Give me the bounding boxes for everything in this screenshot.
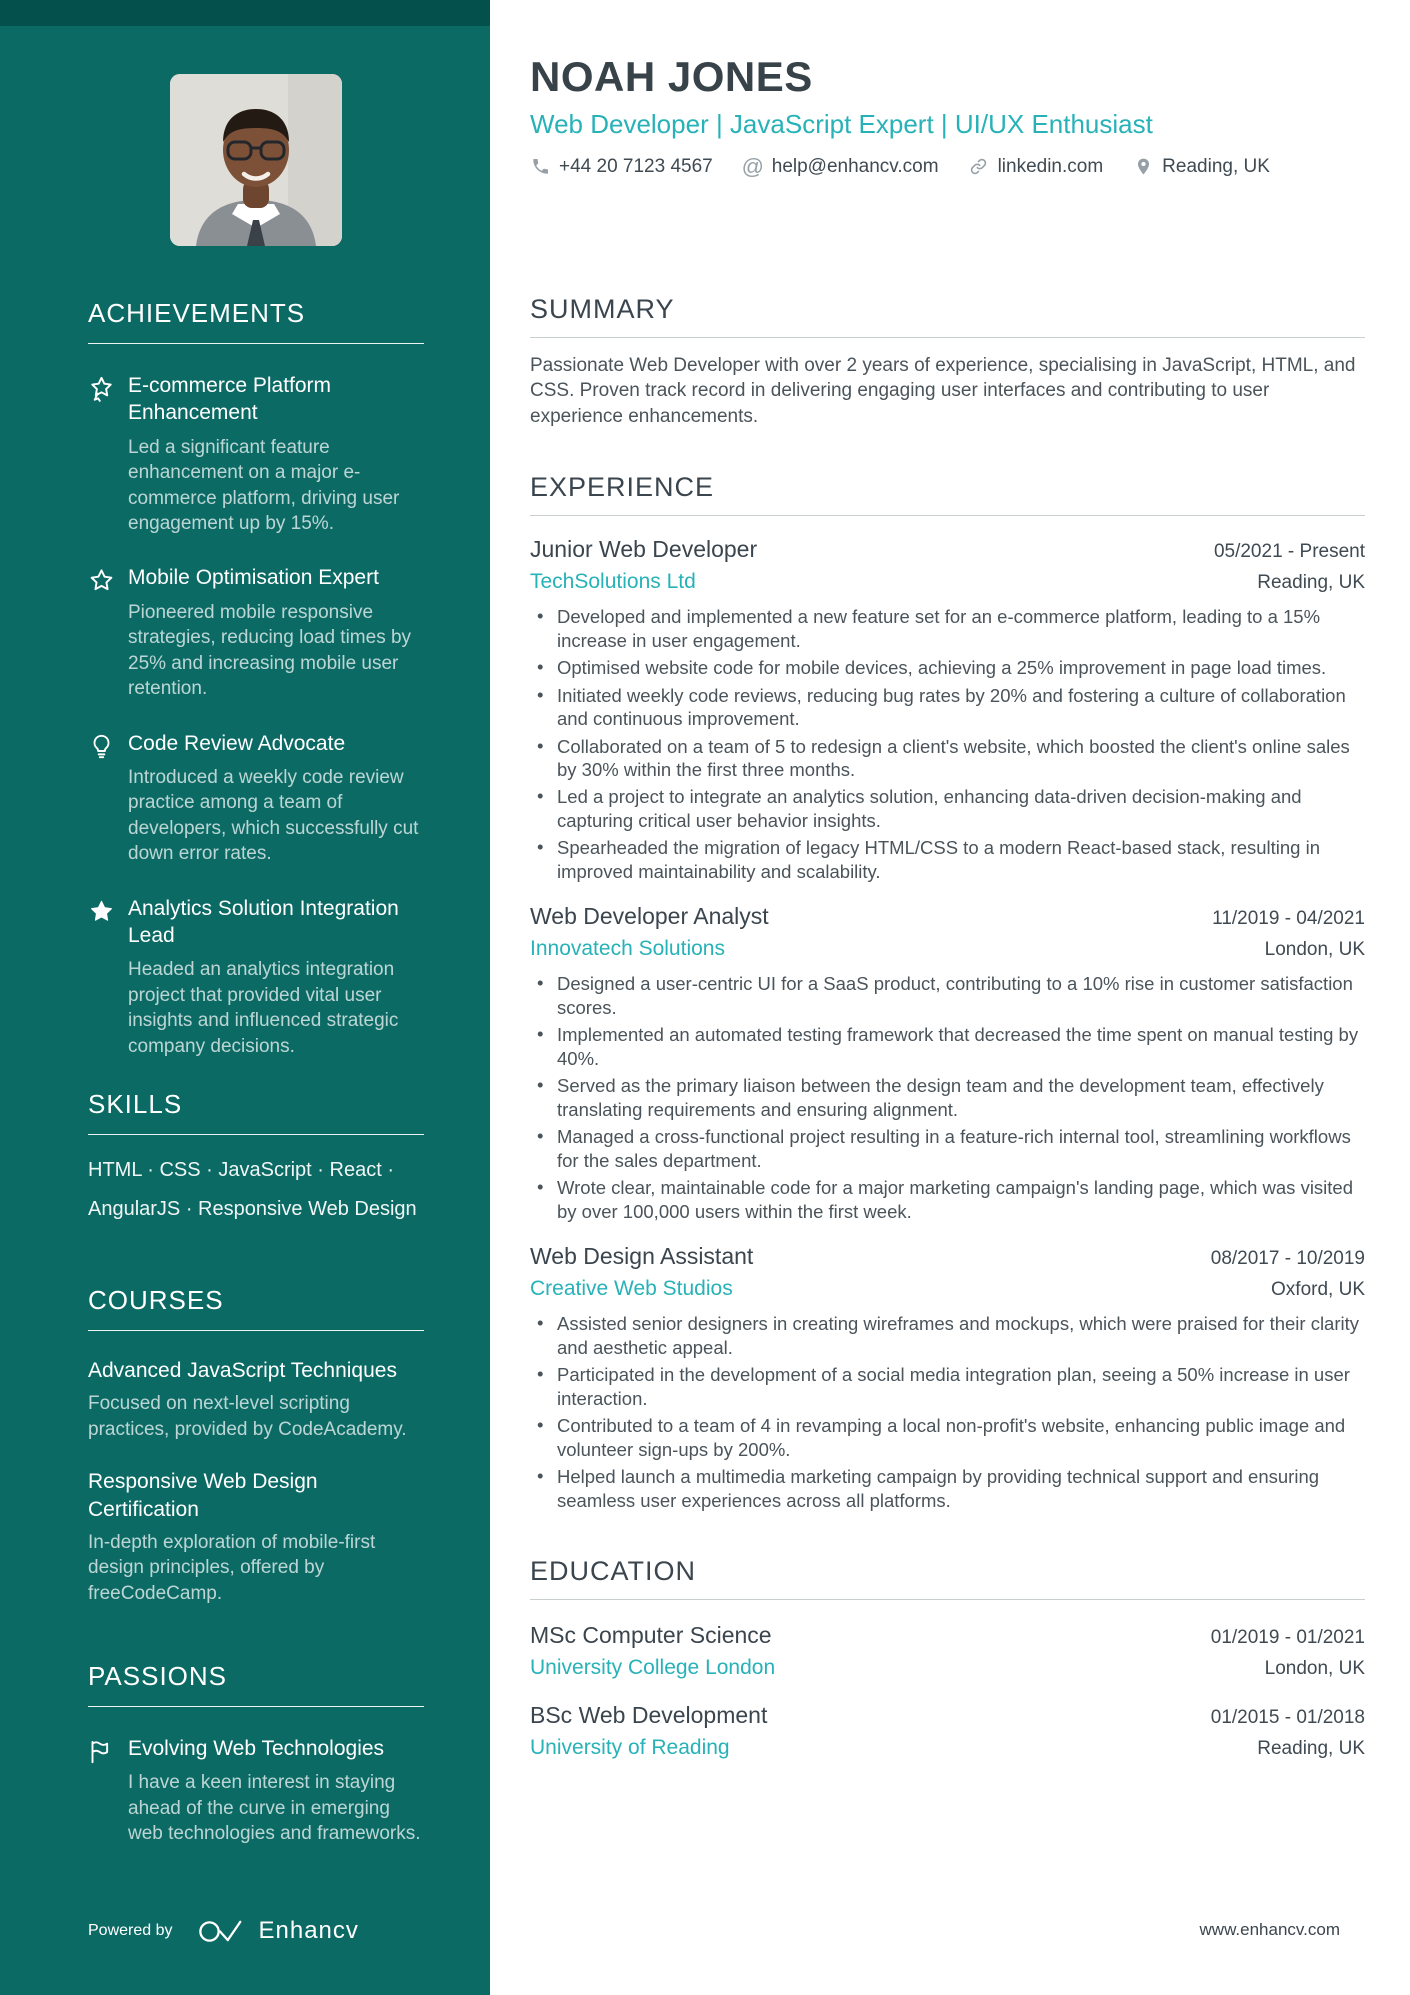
powered-by-label: Powered by — [88, 1922, 173, 1939]
skills-list: HTML · CSS · JavaScript · React · AngularJS · Responsive Web Design — [88, 1159, 417, 1221]
passion-item — [88, 1735, 424, 1847]
job-bullets — [530, 605, 1365, 883]
linkedin-url: linkedin.com — [997, 155, 1104, 177]
achievement-item — [88, 730, 424, 867]
job-entry — [530, 1243, 1365, 1512]
job-title: Web Developer Analyst — [530, 903, 769, 930]
bullet-item: • Participated in the development of a social media integration plan, seeing a 50% increase in user interaction. — [530, 1363, 1365, 1410]
bullet-item: • Implemented an automated testing framework that decreased the time spent on manual testing by 40%. — [530, 1023, 1365, 1070]
skills-heading: SKILLS — [88, 1089, 424, 1135]
achievement-description: Led a significant feature enhancement on a major e-commerce platform, driving user engagement up by 15%. — [128, 436, 400, 534]
bullet-item: • Contributed to a team of 4 in revamping a local non-profit's website, enhancing public image and volunteer sign-ups by 200%. — [530, 1414, 1365, 1461]
education-dates: 01/2019 - 01/2021 — [1210, 1627, 1365, 1649]
job-bullets — [530, 972, 1365, 1223]
bullet-item: • Collaborated on a team of 5 to redesign a client's website, which boosted the client's online sales by 30% within the first three months. — [530, 735, 1365, 782]
education-section — [530, 1556, 1365, 1760]
education-entry — [530, 1622, 1365, 1680]
achievement-item — [88, 895, 424, 1059]
degree-title: BSc Web Development — [530, 1702, 768, 1729]
education-heading: EDUCATION — [530, 1556, 1365, 1600]
passions-section — [88, 1661, 424, 1847]
bullet-item: • Wrote clear, maintainable code for a major marketing campaign's landing page, which was visited by over 100,000 users within the first week. — [530, 1176, 1365, 1223]
resume-header — [530, 55, 1365, 178]
skills-section — [88, 1089, 424, 1229]
enhancv-logo-icon — [197, 1919, 247, 1944]
email-contact[interactable] — [741, 153, 939, 179]
job-bullets — [530, 1312, 1365, 1512]
linkedin-contact[interactable] — [969, 156, 1104, 178]
enhancv-website-link[interactable]: www.enhancv.com — [1199, 1920, 1340, 1939]
flag-icon — [88, 1738, 115, 1765]
enhancv-wordmark: Enhancv — [258, 1917, 359, 1944]
job-entry — [530, 536, 1365, 883]
education-location: London, UK — [1264, 1658, 1365, 1680]
course-description: Focused on next-level scripting practices, provided by CodeAcademy. — [88, 1393, 407, 1440]
achievement-title: Mobile Optimisation Expert — [128, 566, 379, 590]
summary-text: Passionate Web Developer with over 2 years of experience, specialising in JavaScript, HTML, and CSS. Proven track record in delivering engaging user interfaces and contributing to user experience enhancements. — [530, 354, 1356, 428]
bullet-item: • Led a project to integrate an analytics solution, enhancing data-driven decision-making and capturing critical user behavior insights. — [530, 785, 1365, 832]
job-title: Junior Web Developer — [530, 536, 758, 563]
courses-heading: COURSES — [88, 1285, 424, 1331]
link-icon — [969, 157, 989, 177]
star-outline-icon — [88, 567, 115, 594]
phone-icon — [530, 157, 550, 177]
job-dates: 11/2019 - 04/2021 — [1212, 908, 1365, 930]
company-name: Creative Web Studios — [530, 1277, 733, 1301]
job-headline: Web Developer | JavaScript Expert | UI/UX Enthusiast — [530, 109, 1153, 140]
achievements-heading: ACHIEVEMENTS — [88, 298, 424, 344]
email-address: help@enhancv.com — [771, 155, 939, 177]
location-contact — [1133, 156, 1270, 178]
achievement-title: Analytics Solution Integration Lead — [128, 896, 399, 947]
achievement-description: Pioneered mobile responsive strategies, reducing load times by 25% and increasing mobile user retention. — [128, 601, 412, 700]
phone-contact[interactable] — [530, 156, 713, 178]
bullet-item: • Helped launch a multimedia marketing campaign by providing technical support and ensuring seamless user experiences across all platforms. — [530, 1465, 1365, 1512]
job-location: Reading, UK — [1257, 572, 1365, 594]
passion-title: Evolving Web Technologies — [128, 1737, 385, 1761]
job-dates: 05/2021 - Present — [1213, 541, 1365, 563]
achievement-description: Introduced a weekly code review practice among a team of developers, which successfully cut down error rates. — [128, 766, 419, 865]
achievement-item — [88, 372, 424, 536]
ribbon-star-icon — [88, 375, 115, 402]
education-dates: 01/2015 - 01/2018 — [1210, 1707, 1365, 1729]
bullet-item: • Optimised website code for mobile devices, achieving a 25% improvement in page load times. — [530, 656, 1365, 679]
job-location: London, UK — [1264, 939, 1365, 961]
sidebar — [0, 0, 490, 1995]
achievement-description: Headed an analytics integration project that provided vital user insights and influenced strategic company decisions. — [128, 959, 399, 1057]
phone-number: +44 20 7123 4567 — [559, 155, 713, 177]
bullet-item: • Assisted senior designers in creating wireframes and mockups, which were praised for their clarity and aesthetic appeal. — [530, 1312, 1365, 1359]
person-name: NOAH JONES — [530, 53, 813, 100]
course-description: In-depth exploration of mobile-first design principles, offered by freeCodeCamp. — [88, 1531, 376, 1604]
bullet-item: • Designed a user-centric UI for a SaaS product, contributing to a 10% rise in customer satisfaction scores. — [530, 972, 1365, 1019]
sidebar-top-band — [0, 0, 490, 26]
experience-heading: EXPERIENCE — [530, 472, 1365, 516]
location-text: Reading, UK — [1162, 155, 1270, 177]
experience-section — [530, 472, 1365, 1512]
course-title: Advanced JavaScript Techniques — [88, 1359, 397, 1383]
passion-description: I have a keen interest in staying ahead of the curve in emerging web technologies and frameworks. — [128, 1772, 421, 1845]
summary-section — [530, 294, 1365, 430]
school-name: University of Reading — [530, 1736, 730, 1760]
achievement-title: Code Review Advocate — [128, 731, 346, 755]
job-title: Web Design Assistant — [530, 1243, 754, 1270]
achievements-section — [88, 298, 424, 1059]
course-item — [88, 1357, 424, 1442]
course-title: Responsive Web Design Certification — [88, 1470, 318, 1521]
contact-row — [530, 153, 1365, 179]
enhancv-brand[interactable] — [197, 1917, 359, 1945]
summary-heading: SUMMARY — [530, 294, 1365, 338]
achievement-item — [88, 564, 424, 701]
sidebar-footer — [88, 1917, 359, 1945]
bullet-item: • Spearheaded the migration of legacy HTML/CSS to a modern React-based stack, resulting in improved maintainability and scalability. — [530, 836, 1365, 883]
achievement-title: E-commerce Platform Enhancement — [128, 374, 332, 425]
main-column — [490, 0, 1410, 1760]
company-name: Innovatech Solutions — [530, 937, 725, 961]
location-icon — [1133, 157, 1153, 177]
course-item — [88, 1468, 424, 1606]
star-filled-icon — [88, 898, 115, 925]
bullet-item: • Developed and implemented a new feature set for an e-commerce platform, leading to a 15% increase in user engagement. — [530, 605, 1365, 652]
company-name: TechSolutions Ltd — [530, 570, 696, 594]
passions-heading: PASSIONS — [88, 1661, 424, 1707]
school-name: University College London — [530, 1656, 776, 1680]
job-location: Oxford, UK — [1271, 1279, 1365, 1301]
lightbulb-icon — [88, 733, 115, 760]
job-dates: 08/2017 - 10/2019 — [1210, 1248, 1365, 1270]
email-icon: @ — [741, 153, 764, 179]
education-entry — [530, 1702, 1365, 1760]
bullet-item: • Served as the primary liaison between the design team and the development team, effectively translating requirements and ensuring alignment. — [530, 1074, 1365, 1121]
degree-title: MSc Computer Science — [530, 1622, 772, 1649]
profile-photo-illustration — [170, 74, 342, 246]
bullet-item: • Managed a cross-functional project resulting in a feature-rich internal tool, streamlining workflows for the sales department. — [530, 1125, 1365, 1172]
bullet-item: • Initiated weekly code reviews, reducing bug rates by 20% and fostering a culture of collaboration and continuous improvement. — [530, 684, 1365, 731]
courses-section — [88, 1285, 424, 1606]
profile-photo — [170, 74, 342, 246]
job-entry — [530, 903, 1365, 1223]
education-location: Reading, UK — [1257, 1738, 1365, 1760]
